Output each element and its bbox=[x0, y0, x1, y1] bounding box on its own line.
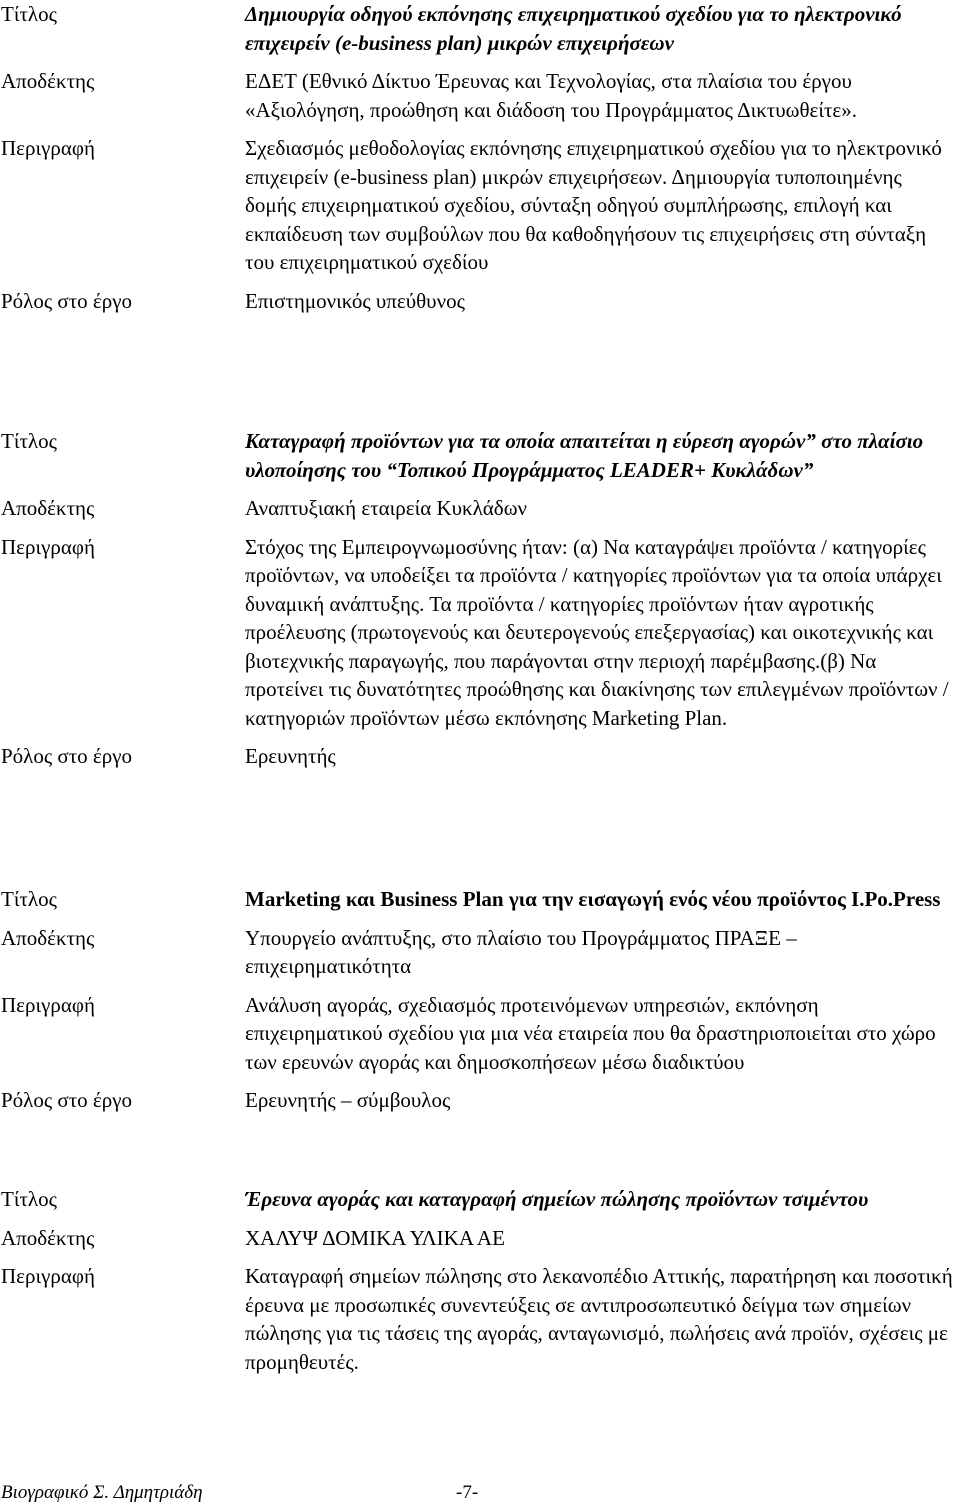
project-title: Έρευνα αγοράς και καταγραφή σημείων πώλησης προϊόντων τσιμέντου bbox=[245, 1187, 869, 1211]
page-footer bbox=[1, 1481, 479, 1505]
description-value: Σχεδιασμός μεθοδολογίας εκπόνησης επιχειρηματικού σχεδίου για το ηλεκτρονικό επιχειρείν (e-business plan) μικρών επιχειρήσεων. Δημιουργία τυποποιημένης δομής επιχειρηματικού σχεδίου, σύνταξη οδηγού συμπλήρωσης, επιλογή και εκπαίδευση των συμβούλων που θα καθοδηγήσουν τις επιχειρήσεις στη σύνταξη του επιχειρηματικού σχεδίου bbox=[245, 136, 942, 274]
title-label: Τίτλος bbox=[1, 2, 57, 26]
role-value: Ερευνητής bbox=[245, 744, 336, 768]
recipient-label: Αποδέκτης bbox=[1, 1225, 95, 1250]
title-row bbox=[0, 1185, 960, 1214]
recipient-value: ΕΔΕΤ (Εθνικό Δίκτυο Έρευνας και Τεχνολογίας, στα πλαίσια του έργου «Αξιολόγηση, προώθηση και διάδοση του Προγράμματος Δικτυωθείτε». bbox=[245, 69, 858, 122]
description-label: Περιγραφή bbox=[1, 1264, 95, 1288]
title-row bbox=[0, 885, 960, 914]
project-title: Δημιουργία οδηγού εκπόνησης επιχειρηματικού σχεδίου για το ηλεκτρονικό επιχειρείν (e-business plan) μικρών επιχειρήσεων bbox=[245, 2, 902, 55]
role-row bbox=[0, 287, 960, 316]
description-row bbox=[0, 533, 960, 733]
recipient-label: Αποδέκτης bbox=[1, 69, 95, 93]
recipient-value: ΧΑΛΥΨ ΔΟΜΙΚΑ ΥΛΙΚΑ ΑΕ bbox=[245, 1225, 505, 1250]
recipient-value: Αναπτυξιακή εταιρεία Κυκλάδων bbox=[245, 496, 528, 520]
role-label: Ρόλος στο έργο bbox=[1, 288, 133, 313]
recipient-label: Αποδέκτης bbox=[1, 925, 95, 950]
role-label: Ρόλος στο έργο bbox=[1, 744, 133, 768]
description-row bbox=[0, 991, 960, 1077]
recipient-row bbox=[0, 924, 960, 981]
project-entry bbox=[0, 1185, 960, 1376]
project-entry bbox=[0, 0, 960, 315]
project-title: Marketing και Business Plan για την εισαγωγή ενός νέου προϊόντος I.Po.Press bbox=[245, 887, 941, 911]
description-row bbox=[0, 1262, 960, 1376]
description-label: Περιγραφή bbox=[1, 992, 95, 1017]
role-value: Επιστημονικός υπεύθυνος bbox=[245, 288, 465, 313]
description-value: Στόχος της Εμπειρογνωμοσύνης ήταν: (α) Να καταγράψει προϊόντα / κατηγορίες προϊόντων, να υποδείξει τα προϊόντα / κατηγορίες προϊόντων για τα οποία υπάρχει δυναμική ανάπτυξης. Τα προϊόντα / κατηγορίες προϊόντων ήταν αγροτικής προέλευσης (πρωτογενούς και δευτερογενούς επεξεργασίας) και οικοτεχνικής και βιοτεχνικής παραγωγής, που παράγονται στην περιοχή παρέμβασης.(β) Να προτείνει τις δυνατότητες προώθησης και διακίνησης των επιλεγμένων προϊόντων / κατηγοριών προϊόντων μέσω εκπόνησης Marketing Plan. bbox=[245, 534, 949, 730]
description-label: Περιγραφή bbox=[1, 136, 95, 160]
description-label: Περιγραφή bbox=[1, 534, 95, 559]
project-entry bbox=[0, 427, 960, 771]
recipient-row bbox=[0, 1224, 960, 1253]
description-value: Ανάλυση αγοράς, σχεδιασμός προτεινόμενων υπηρεσιών, εκπόνηση επιχειρηματικού σχεδίου για μια νέα εταιρεία που θα δραστηριοποιείται στο χώρο των ερευνών αγοράς και δημοσκοπήσεων μέσω διαδικτύου bbox=[245, 992, 936, 1074]
page-number: -7- bbox=[456, 1482, 479, 1503]
role-row bbox=[0, 742, 960, 771]
title-row bbox=[0, 0, 960, 57]
title-label: Τίτλος bbox=[1, 887, 57, 911]
project-entry bbox=[0, 885, 960, 1115]
title-label: Τίτλος bbox=[1, 1187, 57, 1211]
title-row bbox=[0, 427, 960, 484]
project-title: Καταγραφή προϊόντων για τα οποία απαιτείται η εύρεση αγορών” στο πλαίσιο υλοποίησης του “Τοπικού Προγράμματος LEADER+ Κυκλάδων” bbox=[245, 429, 924, 482]
recipient-value: Υπουργείο ανάπτυξης, στο πλαίσιο του Προγράμματος ΠΡΑΞΕ – επιχειρηματικότητα bbox=[245, 925, 797, 978]
role-row bbox=[0, 1086, 960, 1115]
role-value: Ερευνητής – σύμβουλος bbox=[245, 1088, 451, 1112]
recipient-row bbox=[0, 67, 960, 124]
description-value: Καταγραφή σημείων πώλησης στο λεκανοπέδιο Αττικής, παρατήρηση και ποσοτική έρευνα με προσωπικές συνεντεύξεις σε αντιπροσωπευτικό δείγμα των σημείων πώλησης για τις τάσεις της αγοράς, ανταγωνισμό, πωλήσεις ανά προϊόν, σχέσεις με προμηθευτές. bbox=[245, 1264, 953, 1374]
title-label: Τίτλος bbox=[1, 429, 57, 453]
description-row bbox=[0, 134, 960, 277]
recipient-label: Αποδέκτης bbox=[1, 496, 95, 520]
recipient-row bbox=[0, 494, 960, 523]
footer-author: Βιογραφικό Σ. Δημητριάδη bbox=[1, 1482, 203, 1503]
role-label: Ρόλος στο έργο bbox=[1, 1088, 133, 1112]
